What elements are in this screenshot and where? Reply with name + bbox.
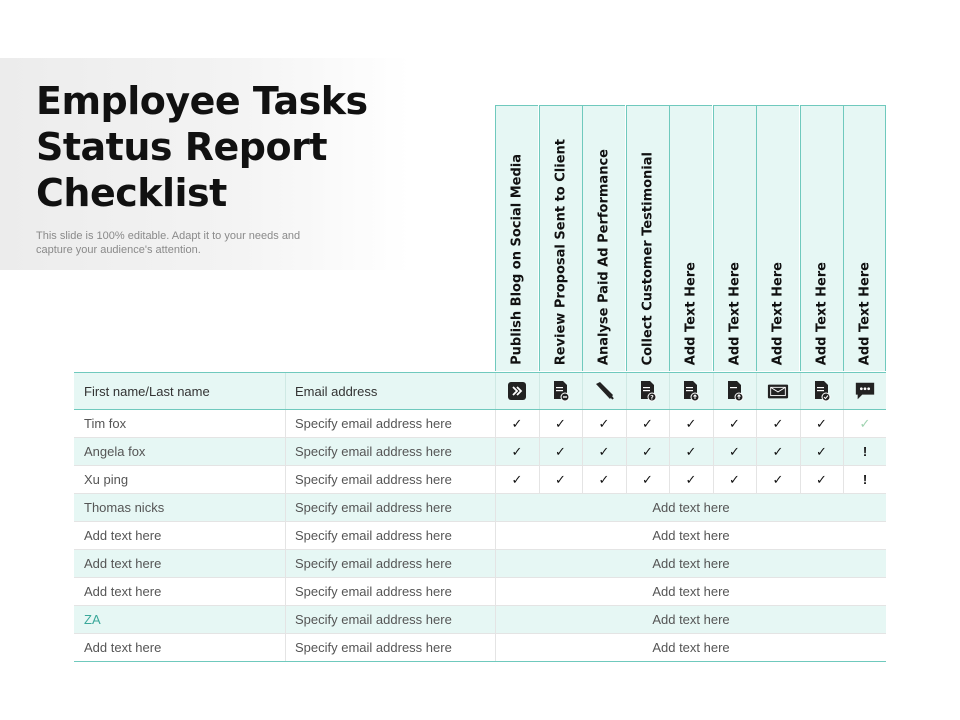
status-check-mark: ✓: [582, 438, 625, 465]
status-check-mark: ✓: [669, 466, 712, 493]
status-check-mark: ✓: [756, 466, 799, 493]
employee-email: Specify email address here: [285, 494, 495, 521]
employee-email: Specify email address here: [285, 578, 495, 605]
column-header-label: Analyse Paid Ad Performance: [596, 148, 612, 365]
status-check-mark: ✓: [626, 410, 669, 437]
document-minus-icon: [550, 380, 572, 402]
status-placeholder: Add text here: [495, 578, 886, 605]
status-placeholder: Add text here: [495, 522, 886, 549]
status-marks: [495, 466, 886, 493]
task-icon-cell: [582, 373, 625, 409]
column-header: [626, 105, 669, 371]
task-icon-cell: [843, 373, 886, 409]
column-header: [800, 105, 843, 371]
header-email: Email address: [285, 373, 495, 409]
employee-email: Specify email address here: [285, 550, 495, 577]
svg-text:?: ?: [649, 394, 654, 402]
table-row: [74, 634, 886, 662]
document-up-arrow-icon: [724, 380, 746, 402]
employee-email: Specify email address here: [285, 438, 495, 465]
status-check-mark: ✓: [539, 466, 582, 493]
employee-name: Angela fox: [84, 444, 146, 459]
column-header-label: Review Proposal Sent to Client: [553, 138, 568, 365]
title-line: Status Report: [36, 125, 327, 169]
column-header: [756, 105, 799, 371]
employee-name: Tim fox: [84, 416, 127, 431]
task-icon-cell: [800, 373, 843, 409]
table-row: [74, 466, 886, 494]
column-header-label: Add Text Here: [770, 261, 786, 365]
status-check-mark: ✓: [495, 438, 538, 465]
task-icons: [495, 373, 886, 409]
status-check-mark: ✓: [669, 438, 712, 465]
task-icon-cell: [713, 373, 756, 409]
status-marks: [495, 410, 886, 437]
envelope-card-icon: [767, 380, 789, 402]
status-placeholder: Add text here: [495, 550, 886, 577]
table-header-row: [74, 372, 886, 410]
status-warning-mark: !: [843, 466, 886, 493]
employee-name: Xu ping: [84, 472, 129, 487]
status-placeholder: Add text here: [495, 494, 886, 521]
table-row: [74, 410, 886, 438]
employee-email: Specify email address here: [285, 634, 495, 661]
status-check-mark: ✓: [539, 410, 582, 437]
column-header: [713, 105, 756, 371]
document-check-icon: [811, 380, 833, 402]
column-header-label: Publish Blog on Social Media: [509, 154, 525, 365]
document-upload-icon: [680, 380, 702, 402]
employee-email: Specify email address here: [285, 410, 495, 437]
status-placeholder: Add text here: [495, 606, 886, 633]
status-placeholder: Add text here: [495, 634, 886, 661]
header-border: [885, 105, 886, 371]
employee-name: Add text here: [84, 640, 162, 655]
employee-name: Add text here: [84, 528, 162, 543]
employee-name: Add text here: [84, 584, 162, 599]
task-icon-cell: [669, 373, 712, 409]
status-check-mark: ✓: [495, 466, 538, 493]
status-check-mark: ✓: [669, 410, 712, 437]
status-check-mark: ✓: [800, 410, 843, 437]
status-table: [74, 372, 886, 662]
pen-tool-icon: [593, 380, 615, 402]
column-header: [669, 105, 712, 371]
table-row: [74, 550, 886, 578]
status-check-mark: ✓: [539, 438, 582, 465]
chat-bubble-icon: [854, 380, 876, 402]
table-row: [74, 606, 886, 634]
subtitle: This slide is 100% editable. Adapt it to your needs and capture your audience's attention.: [36, 230, 301, 256]
status-check-mark: ✓: [495, 410, 538, 437]
document-question-icon: [637, 380, 659, 402]
column-header: [495, 105, 538, 371]
employee-email: Specify email address here: [285, 466, 495, 493]
status-check-mark: ✓: [800, 466, 843, 493]
task-icon-cell: [495, 373, 538, 409]
status-check-mark: ✓: [713, 438, 756, 465]
column-header: [843, 105, 886, 371]
column-header-label: Add Text Here: [683, 261, 699, 365]
status-marks: [495, 438, 886, 465]
table-row: [74, 522, 886, 550]
status-warning-mark: !: [843, 438, 886, 465]
employee-name: Thomas nicks: [84, 500, 165, 515]
employee-name: ZA: [84, 612, 101, 627]
table-row: [74, 578, 886, 606]
status-check-mark: ✓: [626, 466, 669, 493]
status-check-mark: ✓: [713, 466, 756, 493]
status-check-mark: ✓: [800, 438, 843, 465]
status-check-mark: ✓: [756, 410, 799, 437]
column-header: [539, 105, 582, 371]
employee-name: Add text here: [84, 556, 162, 571]
column-header-label: Add Text Here: [814, 261, 829, 365]
task-icon-cell: [626, 373, 669, 409]
employee-email: Specify email address here: [285, 522, 495, 549]
task-icon-cell: [539, 373, 582, 409]
table-row: [74, 494, 886, 522]
title-line: Checklist: [36, 171, 227, 215]
employee-email: Specify email address here: [285, 606, 495, 633]
status-check-mark: ✓: [626, 438, 669, 465]
column-header: [582, 105, 625, 371]
status-check-mark: ✓: [713, 410, 756, 437]
header-name: First name/Last name: [84, 383, 210, 399]
title-line: Employee Tasks: [36, 79, 368, 123]
status-check-mark: ✓: [756, 438, 799, 465]
column-header-label: Add Text Here: [857, 261, 873, 365]
task-icon-cell: [756, 373, 799, 409]
status-check-mark: ✓: [843, 410, 886, 437]
table-row: [74, 438, 886, 466]
column-header-label: Collect Customer Testimonial: [640, 151, 655, 365]
column-header-label: Add Text Here: [727, 261, 742, 365]
status-check-mark: ✓: [582, 466, 625, 493]
double-chevron-right-icon: [506, 380, 528, 402]
page-title: [36, 78, 396, 216]
status-check-mark: ✓: [582, 410, 625, 437]
